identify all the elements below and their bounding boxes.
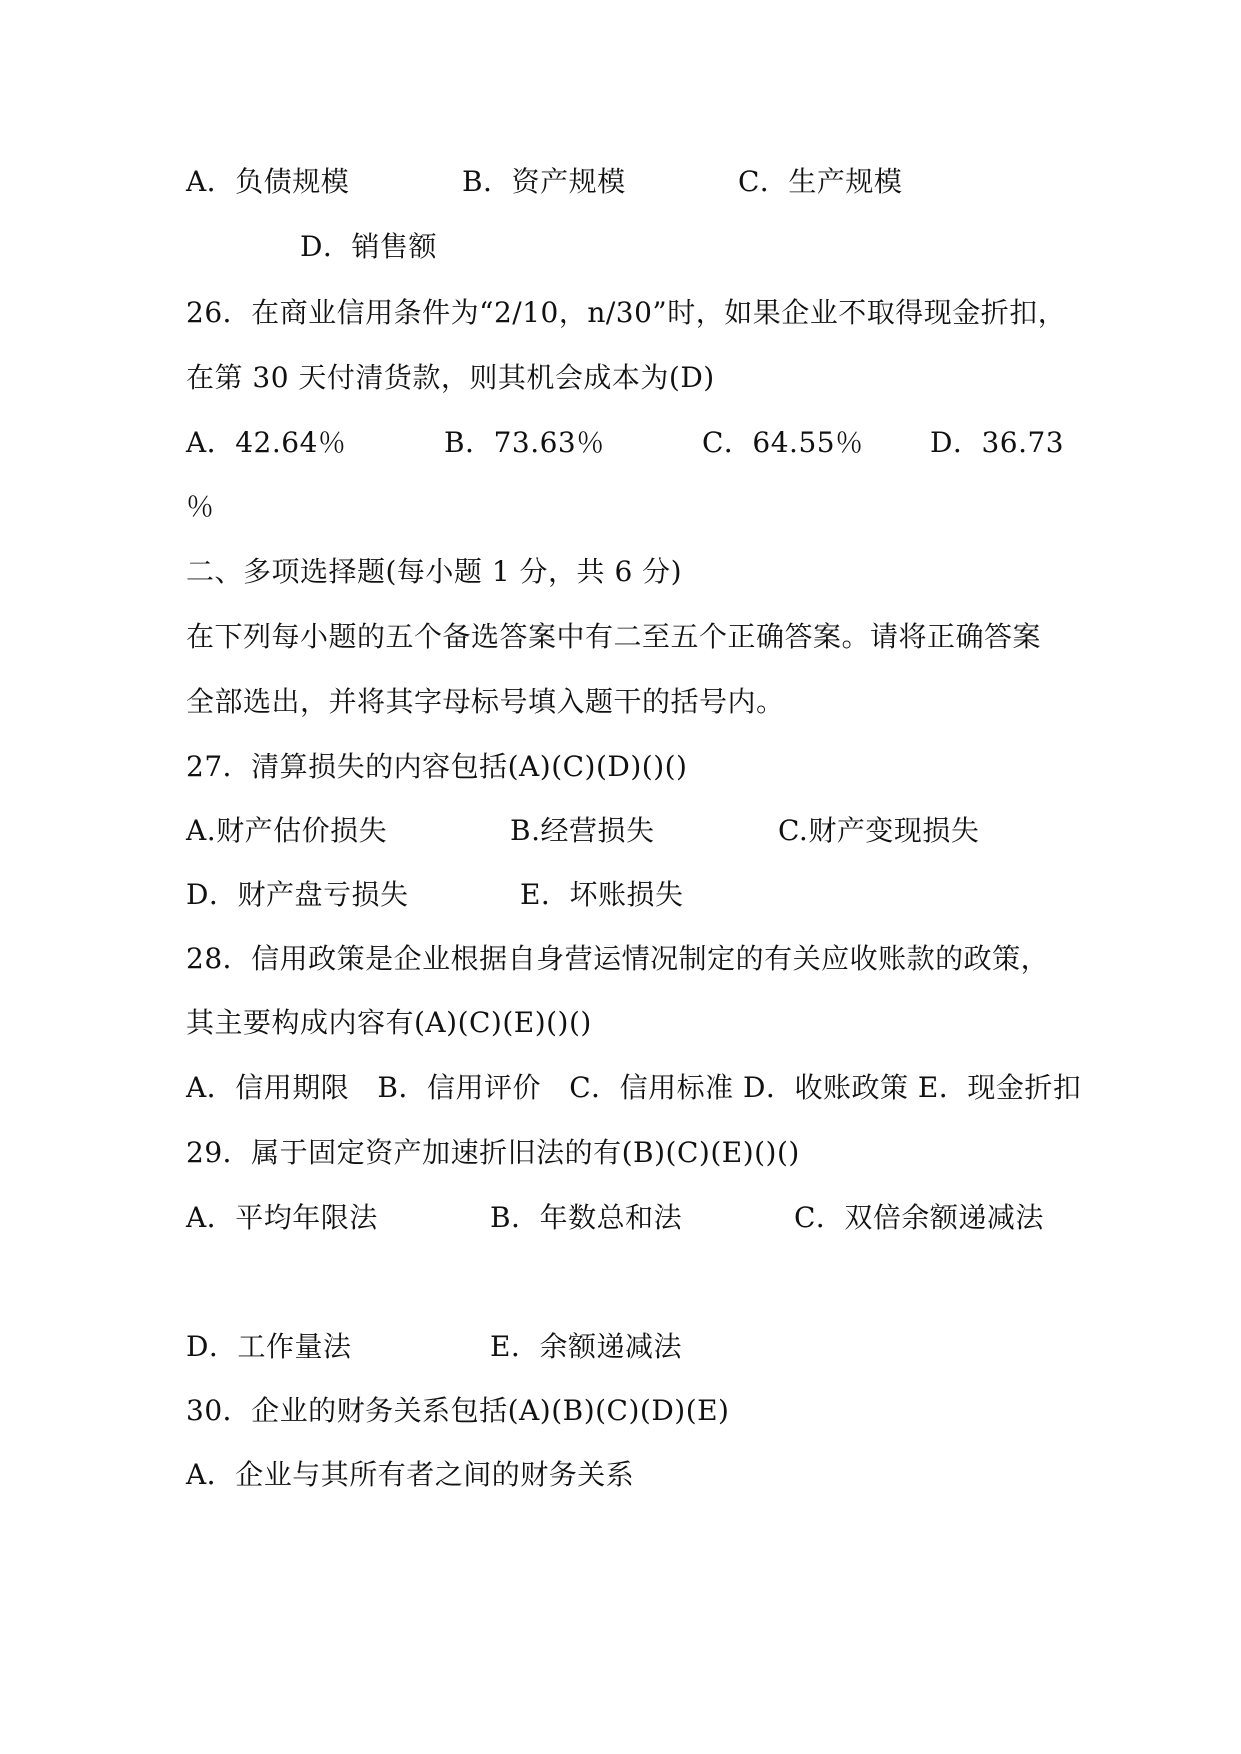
q27-option-d: D．财产盘亏损失	[186, 878, 409, 911]
q26-stem-line1: 26．在商业信用条件为“2/10，n/30”时，如果企业不取得现金折扣，	[186, 296, 1067, 329]
q27-option-c: C.财产变现损失	[778, 814, 980, 847]
q26-option-c: C．64.55％	[702, 426, 864, 459]
q26-option-a: A．42.64％	[186, 426, 347, 459]
q28-stem-line2: 其主要构成内容有(A)(C)(E)()()	[186, 1006, 592, 1039]
q28-options: A．信用期限 B．信用评价 C．信用标准 D．收账政策 E．现金折扣	[186, 1071, 1082, 1104]
q25-option-b: B．资产规模	[462, 165, 626, 198]
q27-option-e: E．坏账损失	[520, 878, 684, 911]
q30-stem: 30．企业的财务关系包括(A)(B)(C)(D)(E)	[186, 1394, 730, 1427]
q25-option-d: D．销售额	[300, 230, 437, 263]
q30-option-a: A．企业与其所有者之间的财务关系	[186, 1458, 635, 1491]
q29-option-a: A．平均年限法	[186, 1201, 378, 1234]
q29-option-c: C．双倍余额递减法	[794, 1201, 1044, 1234]
q25-option-a: A．负债规模	[186, 165, 350, 198]
q27-option-a: A.财产估价损失	[186, 814, 388, 847]
q25-option-c: C．生产规模	[738, 165, 903, 198]
q26-option-b: B．73.63％	[444, 426, 605, 459]
q29-option-b: B．年数总和法	[490, 1201, 683, 1234]
q29-option-d: D．工作量法	[186, 1330, 352, 1363]
q27-stem: 27．清算损失的内容包括(A)(C)(D)()()	[186, 750, 688, 783]
section2-instruction-line2: 全部选出，并将其字母标号填入题干的括号内。	[186, 685, 785, 718]
q28-stem-line1: 28．信用政策是企业根据自身营运情况制定的有关应收账款的政策，	[186, 942, 1050, 975]
q26-option-d: D．36.73	[930, 426, 1065, 459]
q26-option-d-continued: ％	[186, 490, 215, 523]
q26-stem-line2: 在第 30 天付清货款，则其机会成本为(D)	[186, 361, 715, 394]
q29-option-e: E．余额递减法	[490, 1330, 682, 1363]
q27-option-b: B.经营损失	[510, 814, 655, 847]
section2-instruction-line1: 在下列每小题的五个备选答案中有二至五个正确答案。请将正确答案	[186, 620, 1042, 653]
section2-title: 二、多项选择题(每小题 1 分，共 6 分)	[186, 555, 683, 588]
q29-stem: 29．属于固定资产加速折旧法的有(B)(C)(E)()()	[186, 1136, 800, 1169]
